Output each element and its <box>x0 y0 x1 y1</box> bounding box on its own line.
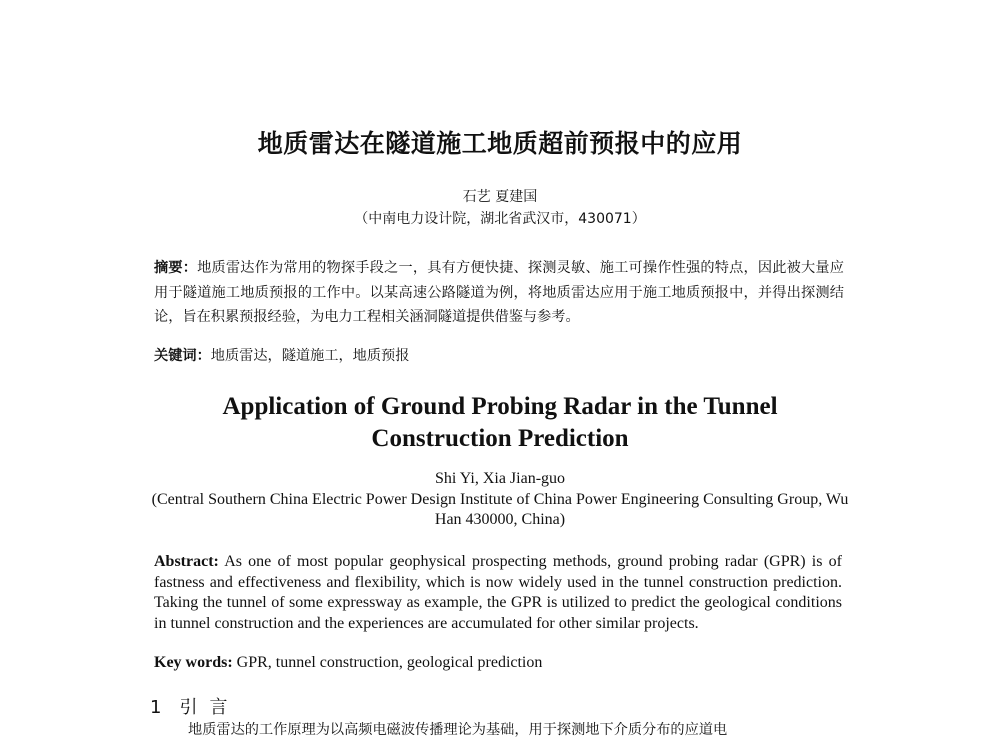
body-text-line: 地质雷达的工作原理为以高频电磁波传播理论为基础，用于探测地下介质分布的应道电 <box>188 722 728 738</box>
section-title: 引言 <box>179 697 240 718</box>
chinese-abstract-text: 地质雷达作为常用的物探手段之一，具有方便快捷、探测灵敏、施工可操作性强的特点，因此被大量应用于隧道施工地质预报的工作中。以某高速公路隧道为例，将地质雷达应用于施工地质预报中，并得出探测结论，旨在积累预报经验，为电力工程相关涵洞隧道提供借鉴与参考。 <box>154 260 844 325</box>
chinese-abstract <box>154 256 844 330</box>
english-abstract-label: Abstract: <box>154 553 219 570</box>
english-keywords <box>154 654 842 672</box>
english-authors: Shi Yi, Xia Jian-guo <box>434 470 566 487</box>
chinese-title: 地质雷达在隧道施工地质超前预报中的应用 <box>257 129 743 158</box>
chinese-keywords-label: 关键词： <box>154 348 211 364</box>
section-number: 1 <box>150 697 166 718</box>
section-heading <box>150 693 239 719</box>
chinese-authors: 石艺 夏建国 <box>462 189 538 205</box>
english-title: Application of Ground Probing Radar in the Tunnel Construction Prediction <box>222 393 778 452</box>
english-abstract <box>154 552 842 634</box>
chinese-keywords <box>154 345 844 365</box>
chinese-affiliation: （中南电力设计院，湖北省武汉市，430071） <box>354 211 646 227</box>
english-affiliation: (Central Southern China Electric Power Design Institute of China Power Engineering Consulting Group, Wu Han 430000, China) <box>151 491 849 528</box>
english-keywords-text: GPR, tunnel construction, geological prediction <box>236 654 543 671</box>
chinese-abstract-label: 摘要： <box>154 260 198 276</box>
english-keywords-label: Key words: <box>154 654 233 671</box>
chinese-keywords-text: 地质雷达，隧道施工，地质预报 <box>210 348 410 364</box>
english-abstract-text: As one of most popular geophysical prospecting methods, ground probing radar (GPR) is of fastness and effectiveness and flexibility, which is now widely used in the tunnel construction prediction. Taking the tunnel of some expressway as example, the GPR is utilized to predict the geological conditions in tunnel construction and the experiences are accumulated for other similar projects. <box>154 553 843 632</box>
